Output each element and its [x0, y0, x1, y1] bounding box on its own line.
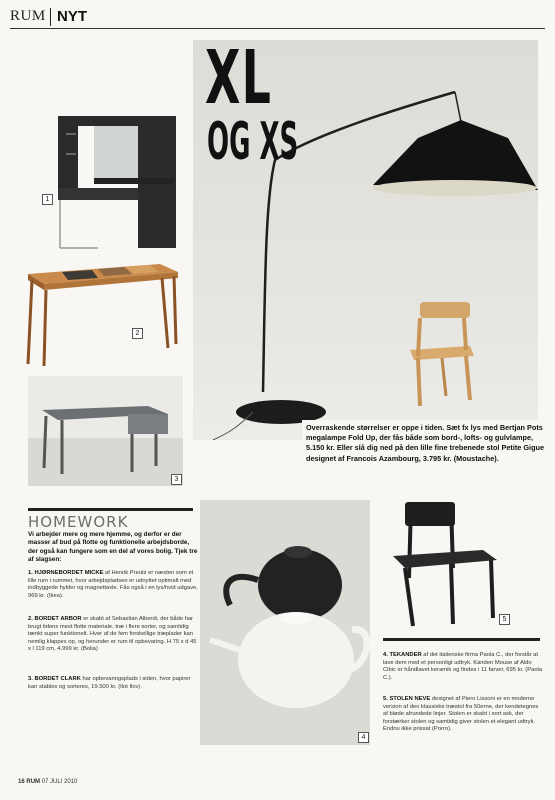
footer-issue: 07 JULI 2010 [41, 779, 78, 785]
homework-item [28, 570, 198, 600]
arbor-desk-illustration [22, 258, 182, 370]
feature-title-ogxs: OG XS [207, 112, 299, 172]
photo-number: 2 [132, 328, 143, 339]
photo-arbor-desk [22, 258, 182, 370]
photo-number: 4 [358, 732, 369, 743]
right-item-title: 4. TEKANDER [383, 652, 422, 658]
homework-item-body: har opbevaringsplads i siden, hvor papirer kan stables og sorteres, 19.500 kr. (Ilot Ilov). [28, 676, 191, 690]
homework-title: HOMEWORK [28, 513, 129, 531]
feature-caption: Overraskende størrelser er oppe i tiden. Sæt fx lys med Bertjan Pots megalampe Fold Up, der fås både som bord-, lofts- og gulvlampe, 5.150 kr. Eller slå dig ned på den lille fine trebenede stol Petite Gigue designet af Francois Azambourg, 3.795 kr. (Moustache). [302, 420, 550, 467]
page-footer [18, 779, 77, 785]
homework-item-title: 1. HJØRNEBORDET MICKE [28, 570, 104, 576]
photo-number: 3 [171, 474, 182, 485]
stool-illustration [400, 300, 480, 410]
photo-clark-desk [28, 376, 183, 486]
homework-item [28, 616, 198, 654]
clark-desk-illustration [28, 376, 183, 486]
right-item-body: designet af Piero Lissoni er en moderne version af den klassiske træstol fra 50erne, der kendetegnes af bløde afrundede linjer. Stolen er skabt i sort ask, der forstærker stolen og samtidig giver stolen et elegant udtryk. Endnu ikke prissat (Porro). [383, 696, 539, 733]
right-item-title: 5. STOLEN NEVE [383, 696, 431, 702]
homework-intro: Vi arbejder mere og mere hjemme, og derfor er der masser af bud på flotte og funktionelle arbejdsborde, der også kan fungere som en del af vores bolig. Tjek tre af slagsen: [28, 531, 198, 563]
footer-magazine: RUM [26, 779, 41, 785]
header-rule [10, 28, 545, 29]
homework-item-body: af Henrik Preutz er næsten som et lille rum i rummet, hvor arbejdspladsen er udnyttet optimalt med indbyggede hylder og magnettavle. Fås også i en lys/hvid udgave, 969 kr. (Ikea). [28, 570, 198, 599]
photo-teapots [200, 500, 370, 745]
homework-item-title: 3. BORDET CLARK [28, 676, 81, 682]
header-separator [50, 8, 51, 26]
page-number: 16 [18, 779, 25, 785]
right-column-rule [383, 638, 540, 641]
feature-title-xl: XL [205, 35, 273, 121]
right-item [383, 652, 543, 682]
photo-petite-gigue-stool [400, 300, 480, 410]
magazine-name: RUM [10, 8, 46, 24]
homework-item-title: 2. BORDET ARBOR [28, 616, 82, 622]
corner-desk-illustration [38, 108, 183, 258]
teapots-illustration [200, 500, 370, 745]
photo-number: 1 [42, 194, 53, 205]
homework-item-body: er skabt af Sebastian Alberdi, der både har brugt tidens mest flotte materiale, træ i flere sorter, og samtidig tænkt super funktionelt. Hver af de fem forskellige træplader kan nemlig klappes op, og herunder er rum til opbevaring. H 75 x d 45 x l 119 cm, 4.999 kr. (Bolia) [28, 616, 197, 653]
photo-corner-desk [38, 108, 183, 258]
chair-illustration [383, 498, 513, 633]
photo-neve-chair [383, 498, 513, 633]
homework-item [28, 676, 198, 691]
right-item [383, 696, 543, 734]
section-name: NYT [57, 8, 87, 25]
homework-rule [28, 508, 193, 511]
photo-number: 5 [499, 614, 510, 625]
right-item-body: af det italienske firma Paola C., der forstår at lave dem med et personligt udtryk. Kanden Mouse af Aldo Cibic er håndlavet keramik og findes i 11 farver, 695 kr. (Paola C.). [383, 652, 543, 681]
